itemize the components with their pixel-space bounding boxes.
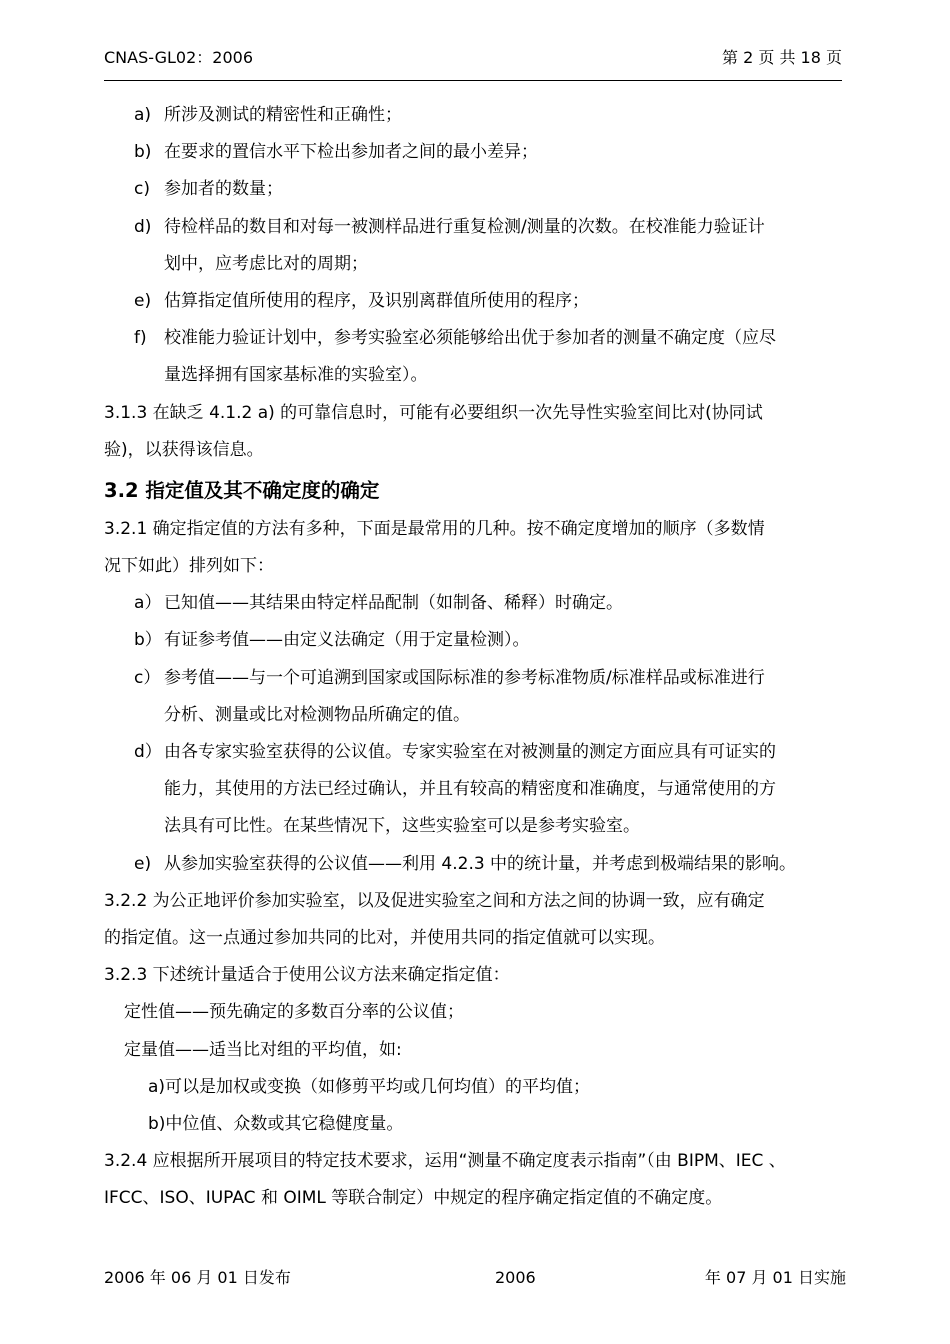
section-heading: 3.2 指定值及其不确定度的确定 bbox=[104, 478, 380, 502]
footer-year: 2006 bbox=[495, 1268, 536, 1287]
list-item bbox=[104, 320, 848, 394]
list-item bbox=[104, 283, 848, 320]
list-item-text: 量选择拥有国家基标准的实验室）。 bbox=[164, 365, 428, 386]
list-item bbox=[104, 585, 848, 622]
list-item-text: 有证参考值——由定义法确定（用于定量检测）。 bbox=[164, 630, 530, 651]
paragraph-3-2-3 bbox=[104, 957, 848, 1143]
paragraph-line: 3.2.3 下述统计量适合于使用公议方法来确定指定值： bbox=[104, 965, 510, 986]
issue-date: 2006 年 06 月 01 日发布 bbox=[104, 1268, 291, 1287]
list-item-text: 待检样品的数目和对每一被测样品进行重复检测/测量的次数。在校准能力验证计 bbox=[164, 216, 765, 237]
list-marker: e) bbox=[134, 853, 152, 874]
page-header bbox=[104, 44, 842, 72]
list-item bbox=[104, 622, 848, 659]
list-item bbox=[104, 134, 848, 171]
list-item-text: 由各专家实验室获得的公议值。专家实验室在对被测量的测定方面应具有可证实的 bbox=[164, 742, 776, 762]
list-item-text: 法具有可比性。在某些情况下，这些实验室可以是参考实验室。 bbox=[164, 816, 640, 837]
list-item-text: 已知值——其结果由特定样品配制（如制备、稀释）时确定。 bbox=[164, 593, 623, 614]
list-item-text: 能力，其使用的方法已经过确认，并且有较高的精密度和准确度，与通常使用的方 bbox=[164, 779, 776, 800]
list-item-text: 在要求的置信水平下检出参加者之间的最小差异； bbox=[164, 142, 538, 163]
quantitative-value-line: 定量值——适当比对组的平均值，如: bbox=[124, 1039, 402, 1060]
list-item-text: 所涉及测试的精密性和正确性； bbox=[164, 105, 402, 125]
paragraph-line: 3.2.4 应根据所开展项目的特定技术要求，运用“测量不确定度表示指南”（由 BIPM、IEC 、 bbox=[104, 1151, 786, 1172]
list-marker: c) bbox=[134, 179, 150, 200]
paragraph-3-2-2 bbox=[104, 883, 848, 957]
paragraph-line: 3.2.2 为公正地评价参加实验室，以及促进实验室之间和方法之间的协调一致，应有确定 bbox=[104, 890, 765, 911]
list-item bbox=[104, 734, 848, 846]
list-item bbox=[104, 846, 848, 883]
list-marker: a） bbox=[134, 593, 162, 614]
paragraph-line: 验)，以获得该信息。 bbox=[104, 439, 264, 460]
qualitative-value-line: 定性值——预先确定的多数百分率的公议值； bbox=[124, 1002, 464, 1023]
list-item-text: 校准能力验证计划中，参考实验室必须能够给出优于参加者的测量不确定度（应尽 bbox=[164, 328, 776, 349]
header-divider bbox=[104, 80, 842, 81]
list-marker: b) bbox=[134, 142, 152, 163]
sub-item-a: a)可以是加权或变换（如修剪平均或几何均值）的平均值； bbox=[148, 1076, 591, 1097]
list-item bbox=[104, 97, 848, 134]
paragraph-3-2-4 bbox=[104, 1143, 848, 1217]
list-marker: b） bbox=[134, 630, 162, 651]
paragraph-line: 3.1.3 在缺乏 4.1.2 a) 的可靠信息时，可能有必要组织一次先导性实验室间比对(协同试 bbox=[104, 402, 763, 423]
document-code: CNAS-GL02：2006 bbox=[104, 48, 253, 67]
paragraph-line: IFCC、ISO、IUPAC 和 OIML 等联合制定）中规定的程序确定指定值的不确定度。 bbox=[104, 1188, 723, 1209]
list-item-text: 分析、测量或比对检测物品所确定的值。 bbox=[164, 704, 470, 725]
list-marker: e) bbox=[134, 290, 152, 311]
page-number: 第 2 页 共 18 页 bbox=[722, 48, 842, 67]
list-item-text: 划中，应考虑比对的周期； bbox=[164, 253, 368, 274]
sub-item-b: b)中位值、众数或其它稳健度量。 bbox=[148, 1113, 404, 1134]
paragraph-line: 3.2.1 确定指定值的方法有多种，下面是最常用的几种。按不确定度增加的顺序（多数情 bbox=[104, 518, 765, 539]
paragraph-3-1-3 bbox=[104, 395, 848, 469]
list-marker: f) bbox=[134, 328, 147, 349]
list-item bbox=[104, 209, 848, 283]
list-item-text: 从参加实验室获得的公议值——利用 4.2.3 中的统计量，并考虑到极端结果的影响。 bbox=[164, 853, 797, 874]
list-item-text: 参考值——与一个可追溯到国家或国际标准的参考标准物质/标准样品或标准进行 bbox=[164, 667, 765, 688]
list-marker: c） bbox=[134, 667, 161, 688]
document-body bbox=[104, 97, 848, 1217]
paragraph-3-2-1 bbox=[104, 511, 848, 883]
list-item bbox=[104, 660, 848, 734]
list-item-text: 参加者的数量； bbox=[164, 179, 283, 200]
requirements-list bbox=[104, 97, 848, 395]
list-item bbox=[104, 171, 848, 208]
list-marker: d) bbox=[134, 216, 152, 237]
list-marker: d） bbox=[134, 742, 162, 762]
list-marker: a) bbox=[134, 105, 152, 125]
paragraph-line: 的指定值。这一点通过参加共同的比对，并使用共同的指定值就可以实现。 bbox=[104, 927, 665, 948]
list-item-text: 估算指定值所使用的程序，及识别离群值所使用的程序； bbox=[164, 290, 589, 311]
paragraph-line: 况下如此）排列如下： bbox=[104, 556, 274, 577]
effective-date: 年 07 月 01 日实施 bbox=[704, 1268, 846, 1287]
page-footer bbox=[104, 1264, 846, 1292]
